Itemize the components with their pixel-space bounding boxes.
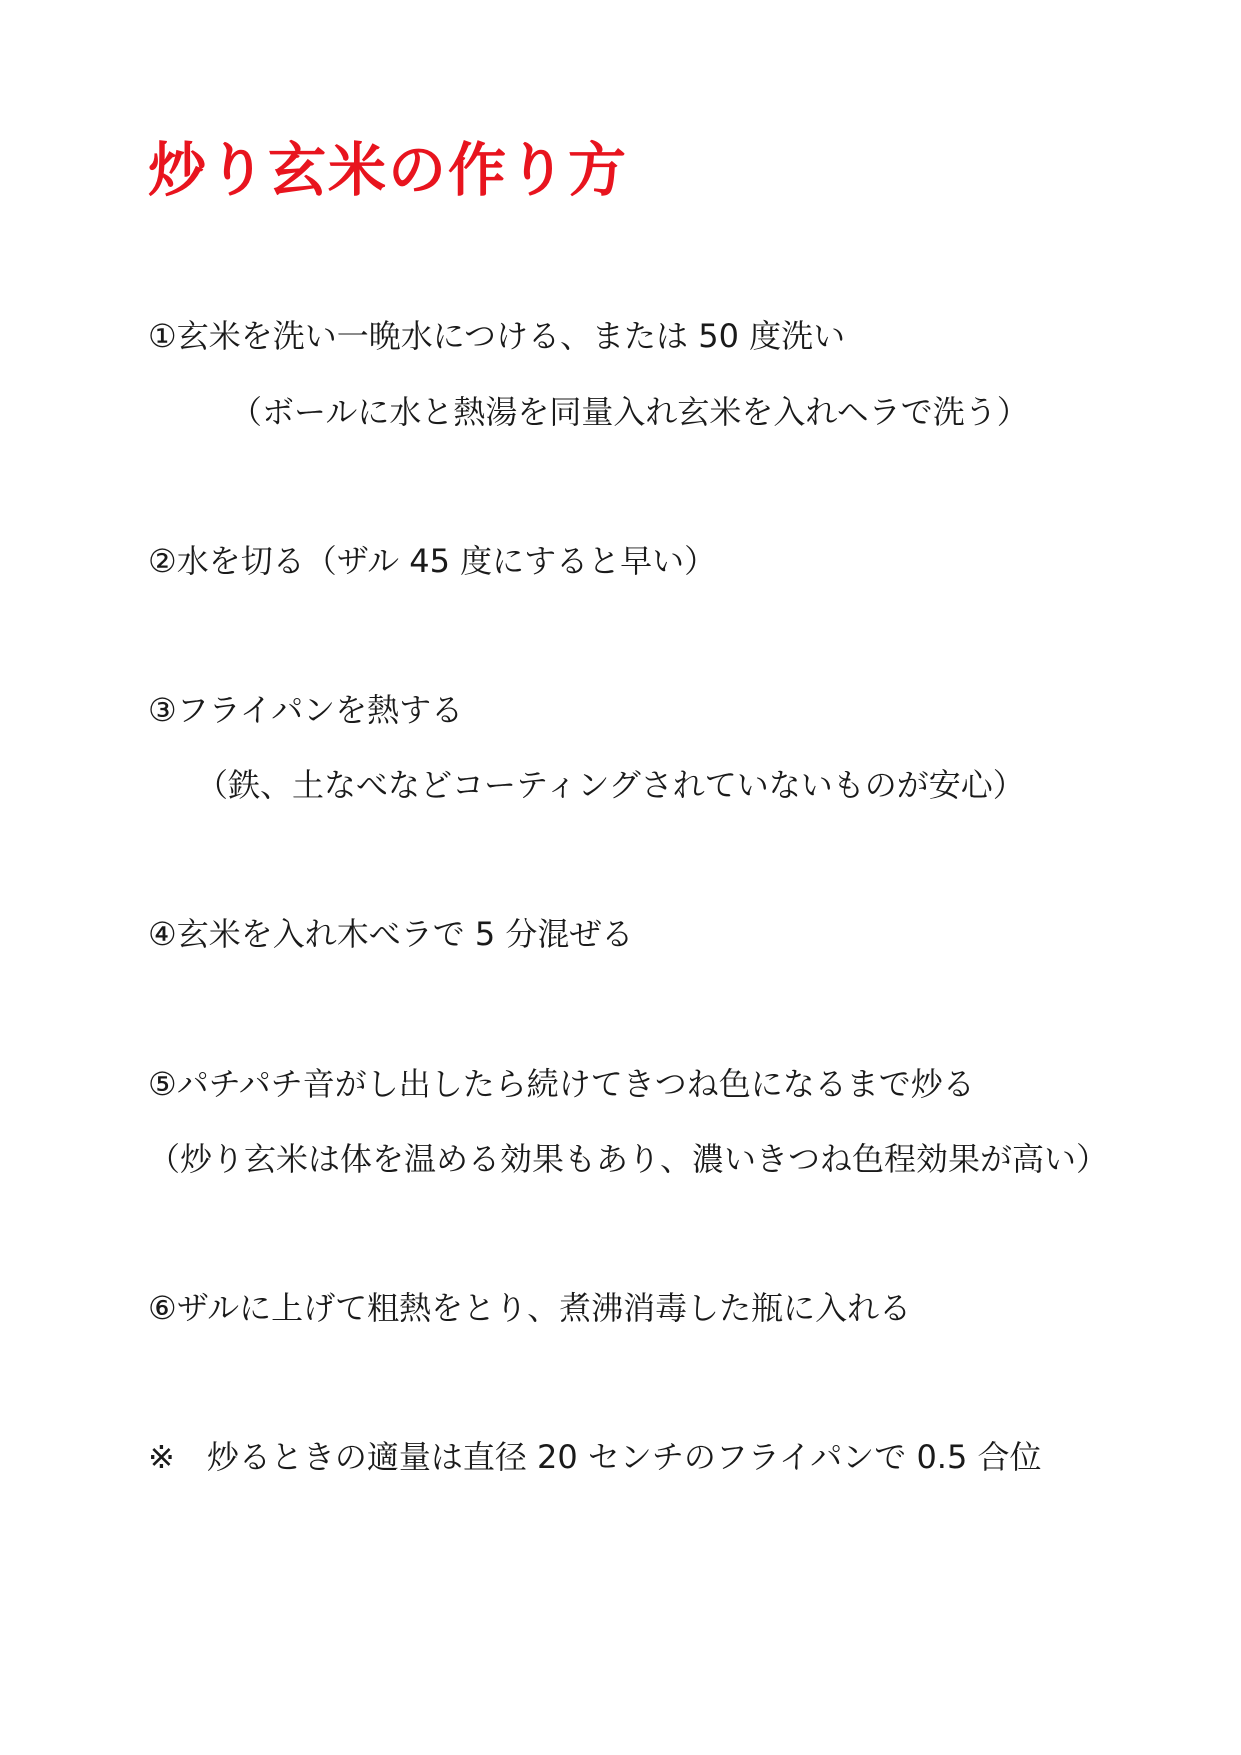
step-3-note: （鉄、土なべなどコーティングされていないものが安心） [196,766,1025,804]
step-5-note: （炒り玄米は体を温める効果もあり、濃いきつね色程効果が高い） [148,1140,1109,1178]
step-3: ③フライパンを熱する [148,691,464,729]
step-4: ④玄米を入れ木べラで 5 分混ぜる [148,915,634,953]
footnote: ※ 炒るときの適量は直径 20 センチのフライパンで 0.5 合位 [148,1438,1042,1476]
page-title: 炒り玄米の作り方 [148,136,629,204]
step-6: ⑥ザルに上げて粗熱をとり、煮沸消毒した瓶に入れる [148,1289,912,1327]
step-2: ②水を切る（ザル 45 度にすると早い） [148,542,717,580]
step-1-note: （ボールに水と熱湯を同量入れ玄米を入れヘラで洗う） [230,393,1029,431]
step-5: ⑤パチパチ音がし出したら続けてきつね色になるまで炒る [148,1065,975,1103]
step-1: ①玄米を洗い一晩水につける、または 50 度洗い [148,317,846,355]
